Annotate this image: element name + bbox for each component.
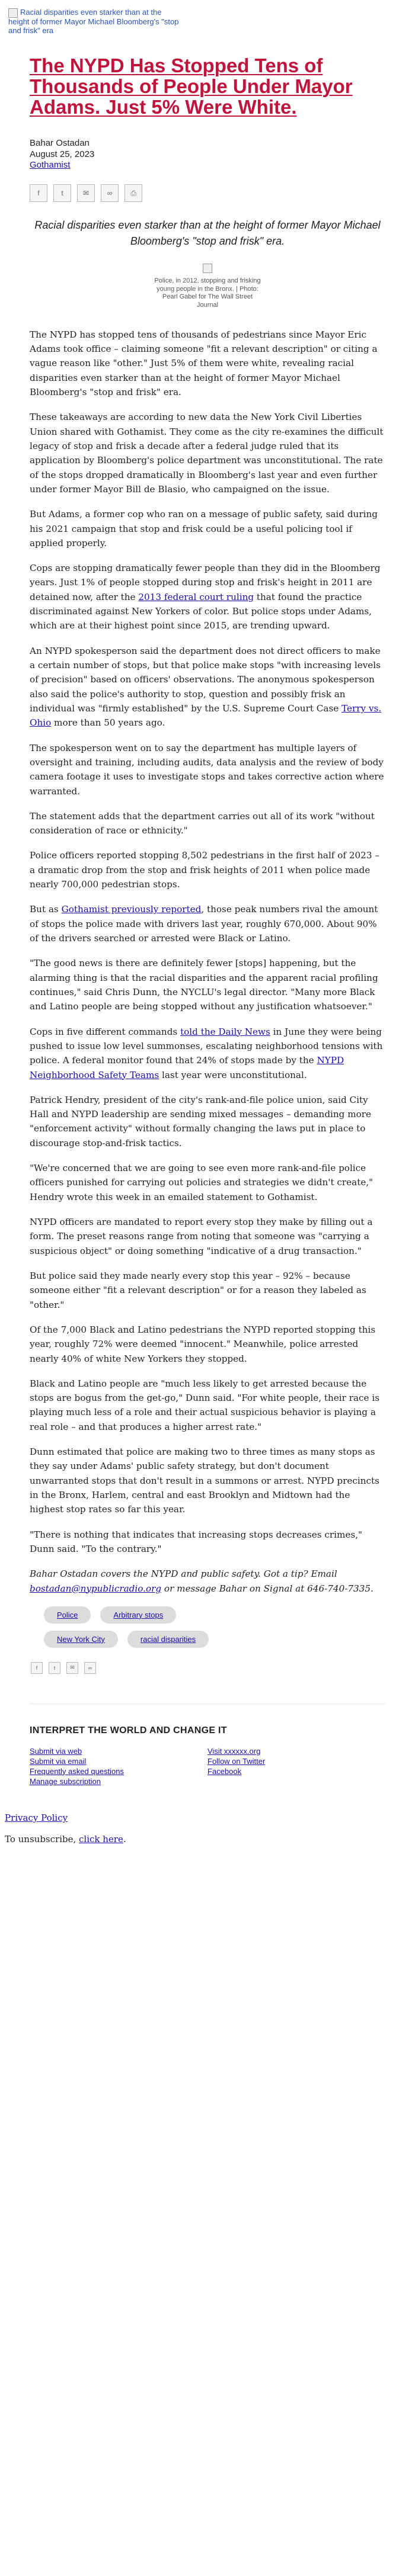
text: Bahar Ostadan covers the NYPD and public safety. Got a tip? Email	[30, 1568, 337, 1580]
paragraph: These takeaways are according to new data the New York Civil Liberties Union shared with Gothamist. They come as the city re-examines the difficult legacy of stop and frisk a decade after a federal judge ruled that its application by Bloomberg's police department was unconstitutional. The rate of the stops dropped dramatically in Bloomberg's last year and even further under former Mayor Bill de Blasio, who campaigned on the issue.	[30, 412, 384, 495]
twitter-icon[interactable]: t	[53, 184, 71, 202]
paragraph: But Adams, a former cop who ran on a message of public safety, said during his 2021 campaign that stop and frisk could be a useful policing tool if applied properly.	[30, 509, 378, 548]
unsubscribe-line	[5, 1834, 415, 1844]
text: Cops in five different commands	[30, 1026, 181, 1037]
byline	[30, 138, 385, 171]
newsletter-page	[0, 8, 415, 1844]
footer	[30, 1704, 385, 1787]
facebook-icon[interactable]: f	[31, 1662, 43, 1674]
court-ruling-link[interactable]: 2013 federal court ruling	[138, 591, 254, 602]
paragraph: Black and Latino people are "much less likely to get arrested because the stops are bogus from the get-go," Dunn said. "For white people, their race is playing much less of a role and their actual suspicious behavior is playing a real role – and that produces a higher arrest rate."	[30, 1378, 380, 1432]
paragraph: NYPD officers are mandated to report every stop they make by filling out a form. The preset reasons range from noting that someone was "carrying a suspicious object" or doing something "indicative of a drug transaction."	[30, 1217, 373, 1256]
paragraph	[30, 561, 385, 633]
bottom-share-row	[31, 1662, 385, 1674]
footer-col-left	[30, 1747, 208, 1787]
article-figure	[154, 264, 261, 310]
share-row	[30, 184, 385, 202]
text: To unsubscribe,	[5, 1834, 79, 1845]
paragraph: The statement adds that the department carries out all of its work "without consideration of race or ethnicity."	[30, 810, 375, 836]
figure-caption: Police, in 2012, stopping and frisking young people in the Bronx. | Photo: Pearl Gabel for The Wall Street Journal	[154, 277, 261, 309]
paragraph: Dunn estimated that police are making two to three times as many stops as they say under Adams' public safety strategy, but don't document unwarranted stops that don't result in a summons or arrest. NYPD precincts in the Bronx, Harlem, central and east Brooklyn and Midtown had the highest stop rates so far this year.	[30, 1446, 379, 1515]
facebook-icon[interactable]: f	[30, 184, 47, 202]
privacy-policy-link[interactable]: Privacy Policy	[5, 1812, 68, 1824]
publish-date: August 25, 2023	[30, 149, 95, 159]
text: , those peak numbers rival the amount of stops the police made with drivers last year, roughly 670,000. About 90% of the drivers searched or arrested were Black or Latino.	[30, 904, 378, 944]
terry-vs-ohio-link[interactable]: Terry vs. Ohio	[30, 702, 382, 729]
gothamist-previous-report-link[interactable]: Gothamist previously reported	[61, 904, 202, 915]
footer-col-right	[208, 1747, 385, 1787]
author-name: Bahar Ostadan	[30, 137, 90, 148]
paragraph: The spokesperson went on to say the department has multiple layers of oversight and training, including audits, data analysis and the review of body camera footage it uses to investigate stops and takes corrective action where warranted.	[30, 742, 384, 797]
author-bio	[30, 1567, 385, 1596]
text: Cops are stopping dramatically fewer people than they did in the Bloomberg years. Just 1% of people stopped during stop and frisk's height in 2011 are detained now, after the	[30, 563, 381, 602]
header-image-alt: Racial disparities even starker than at the height of former Mayor Michael Bloomberg's "stop and frisk" era	[8, 8, 179, 35]
daily-news-link[interactable]: told the Daily News	[180, 1026, 270, 1037]
text: last year were unconstitutional.	[159, 1069, 307, 1080]
text: that found the practice discriminated against New Yorkers of color. But police stops under Adams, which are at their highest point since 2015, are trending upward.	[30, 591, 372, 631]
article-body	[30, 328, 385, 1596]
publication-link[interactable]: Gothamist	[30, 160, 71, 171]
text: in June they were being pushed to issue low level summonses, escalating neighborhood tensions with police. A federal monitor found that 24% of stops made by the	[30, 1026, 383, 1066]
paragraph	[30, 1025, 385, 1082]
paragraph: "The good news is there are definitely fewer [stops] happening, but the alarming thing is that the racial disparities and the apparent racial profiling continues," said Chris Dunn, the NYCLU's legal director. "Many more Black and Latino people are being stopped without any justification whatsoever."	[30, 958, 378, 1012]
print-icon[interactable]: ⎙	[124, 184, 142, 202]
broken-image-icon	[8, 8, 18, 18]
link-icon[interactable]: ∞	[84, 1662, 96, 1674]
article-dek: Racial disparities even starker than at the height of former Mayor Michael Bloomberg's "stop and frisk" era.	[34, 219, 381, 248]
unsubscribe-link[interactable]: click here	[79, 1834, 123, 1845]
paragraph: Police officers reported stopping 8,502 pedestrians in the first half of 2023 – a dramatic drop from the stop and frisk heights of 2011 when police made nearly 700,000 pedestrian stops.	[30, 850, 379, 890]
paragraph: "There is nothing that indicates that increasing stops decreases crimes," Dunn said. "To the contrary."	[30, 1529, 363, 1554]
tag-list	[44, 1606, 257, 1648]
email-icon[interactable]: ✉	[77, 184, 95, 202]
paragraph: Of the 7,000 Black and Latino pedestrians the NYPD reported stopping this year, roughly 72% were deemed "innocent." Meanwhile, police arrested nearly 40% of white New Yorkers they stopped.	[30, 1324, 376, 1364]
twitter-icon[interactable]: t	[49, 1662, 60, 1674]
paragraph: "We're concerned that we are going to see even more rank-and-file police officers punished for carrying out policies and strategies we didn't create," Hendry wrote this week in an emailed statement to Gothamist.	[30, 1163, 374, 1202]
twitter-link[interactable]: Follow on Twitter	[208, 1756, 266, 1766]
text: or message Bahar on Signal at 646-740-7335.	[161, 1583, 374, 1594]
article	[30, 36, 385, 1674]
submit-web-link[interactable]: Submit via web	[30, 1746, 82, 1756]
text: more than 50 years ago.	[51, 717, 165, 729]
paragraph	[30, 644, 385, 730]
safety-teams-link[interactable]: NYPD Neighborhood Safety Teams	[30, 1055, 344, 1080]
tag-police[interactable]: Police	[44, 1606, 91, 1624]
visit-site-link[interactable]: Visit xxxxxx.org	[208, 1746, 261, 1756]
footer-columns	[30, 1747, 385, 1787]
tag-racial-disparities[interactable]: racial disparities	[127, 1631, 209, 1648]
paragraph: The NYPD has stopped tens of thousands of pedestrians since Mayor Eric Adams took office – claiming someone "fit a relevant description" or citing a vague reason like "other." Just 5% of them were white, revealing racial disparities even starker than at the height of former Mayor Michael Bloomberg's "stop and frisk" era.	[30, 329, 378, 398]
author-email-link[interactable]: bostadan@nypublicradio.org	[30, 1583, 162, 1594]
text: But as	[30, 904, 62, 915]
tag-arbitrary-stops[interactable]: Arbitrary stops	[100, 1606, 176, 1624]
faq-link[interactable]: Frequently asked questions	[30, 1766, 124, 1776]
paragraph: Patrick Hendry, president of the city's rank-and-file police union, said City Hall and NYPD leadership are sending mixed messages – demanding more "enforcement activity" without formally changing the laws put in place to discourage stop-and-frisk tactics.	[30, 1094, 372, 1149]
link-icon[interactable]: ∞	[101, 184, 119, 202]
text: .	[123, 1834, 126, 1845]
article-headline[interactable]: The NYPD Has Stopped Tens of Thousands of People Under Mayor Adams. Just 5% Were White.	[30, 54, 353, 118]
paragraph: But police said they made nearly every stop this year – 92% – because someone either "fit a relevant description" or for a reason they labeled as "other."	[30, 1270, 366, 1310]
manage-subscription-link[interactable]: Manage subscription	[30, 1776, 101, 1786]
facebook-link[interactable]: Facebook	[208, 1766, 242, 1776]
photo-placeholder-icon	[203, 264, 212, 273]
text: An NYPD spokesperson said the department does not direct officers to make a certain number of stops, but that police make stops "with increasing levels of precision" based on officers' observations. The anonymous spokesperson also said the police's authority to stop, question and possibly frisk an individual was "firmly established" by the U.S. Supreme Court Case	[30, 645, 381, 714]
email-icon[interactable]: ✉	[66, 1662, 78, 1674]
tag-new-york-city[interactable]: New York City	[44, 1631, 118, 1648]
header-image[interactable]	[8, 8, 180, 36]
footer-heading: INTERPRET THE WORLD AND CHANGE IT	[30, 1725, 227, 1735]
paragraph	[30, 902, 385, 945]
legal-footer	[0, 1786, 415, 1844]
submit-email-link[interactable]: Submit via email	[30, 1756, 87, 1766]
